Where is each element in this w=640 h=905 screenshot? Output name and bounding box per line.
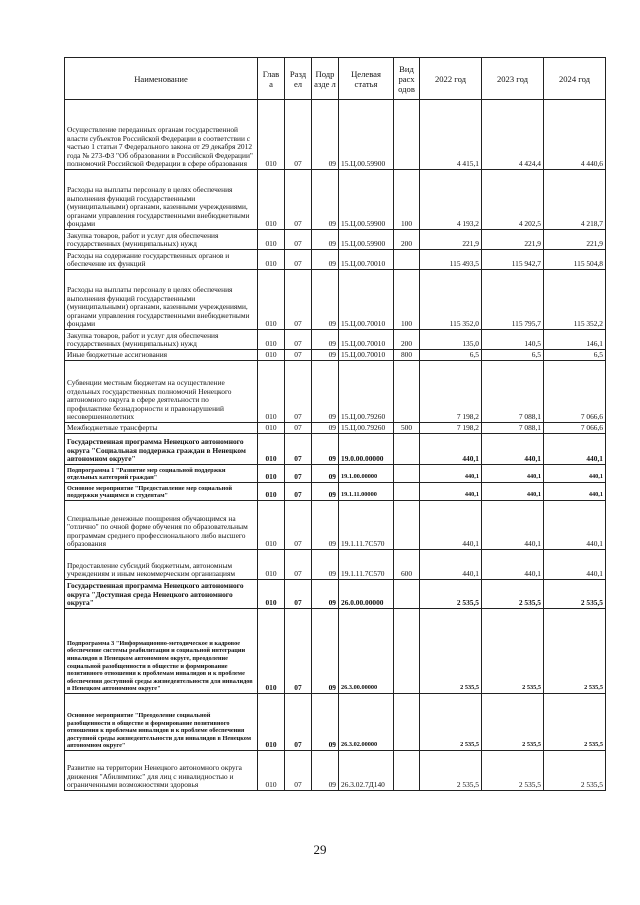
row-chapter: 010 [258,609,285,694]
row-section: 07 [285,580,312,609]
row-value-2022: 4 193,2 [420,170,482,230]
row-subsection: 09 [312,423,339,434]
row-value-2023: 440,1 [482,550,544,580]
row-name: Закупка товаров, работ и услуг для обеспечения государственных (муниципальных) нужд [65,230,258,250]
row-chapter: 010 [258,330,285,350]
row-subsection: 09 [312,330,339,350]
row-value-2024: 115 504,8 [544,250,606,270]
table-row [65,270,606,330]
row-subsection: 09 [312,434,339,465]
header-subsection: Подр азде л [312,58,339,100]
table-row [65,423,606,434]
row-value-2022: 4 415,1 [420,100,482,170]
row-value-2022: 7 198,2 [420,361,482,423]
row-section: 07 [285,434,312,465]
table-row [65,250,606,270]
row-value-2024: 2 535,5 [544,694,606,751]
row-subsection: 09 [312,270,339,330]
table-header-row [65,58,606,100]
header-target: Целевая статья [339,58,394,100]
header-2022: 2022 год [420,58,482,100]
row-value-2024: 2 535,5 [544,580,606,609]
table-row [65,361,606,423]
row-value-2024: 221,9 [544,230,606,250]
row-section: 07 [285,465,312,483]
row-target: 15.Ц.00.59900 [339,100,394,170]
table-row [65,465,606,483]
row-section: 07 [285,350,312,361]
row-value-2022: 115 352,0 [420,270,482,330]
row-name: Предоставление субсидий бюджетным, автономным учреждениям и иным некоммерческим организациям [65,550,258,580]
row-value-2024: 440,1 [544,550,606,580]
row-section: 07 [285,694,312,751]
row-subsection: 09 [312,751,339,791]
row-value-2024: 115 352,2 [544,270,606,330]
row-section: 07 [285,330,312,350]
row-expense [394,609,420,694]
row-name: Основное мероприятие "Преодоление социальной разобщенности в обществе и формирование позитивного отношения к проблемам инвалидов и к проблеме обеспечения доступной среды жизнедеятельности для инвалидов в Ненецком автономном округе" [65,694,258,751]
row-target: 15.Ц.00.70010 [339,270,394,330]
row-chapter: 010 [258,694,285,751]
row-name: Государственная программа Ненецкого автономного округа "Социальная поддержка граждан в Ненецком автономном округе" [65,434,258,465]
table-row [65,434,606,465]
row-name: Осуществление переданных органам государственной власти субъектов Российской Федерации в соответствии с частью 1 статьи 7 Федерального закона от 29 декабря 2012 года № 273-ФЗ "Об образовании в Российской Федерации" полномочий Российской Федерации в сфере образования [65,100,258,170]
row-target: 26.3.02.7Д140 [339,751,394,791]
row-expense [394,250,420,270]
row-subsection: 09 [312,550,339,580]
row-name: Субвенции местным бюджетам на осуществление отдельных государственных полномочий Ненецкого автономного округа в сфере деятельности по профилактике безнадзорности и правонарушений несовершеннолетних [65,361,258,423]
header-2023: 2023 год [482,58,544,100]
row-subsection: 09 [312,483,339,501]
row-chapter: 010 [258,751,285,791]
row-value-2022: 440,1 [420,434,482,465]
row-chapter: 010 [258,170,285,230]
row-expense [394,694,420,751]
row-target: 26.3.02.00000 [339,694,394,751]
row-value-2022: 135,0 [420,330,482,350]
row-value-2023: 440,1 [482,483,544,501]
row-value-2023: 2 535,5 [482,580,544,609]
row-subsection: 09 [312,465,339,483]
row-target: 26.3.00.00000 [339,609,394,694]
row-value-2022: 2 535,5 [420,694,482,751]
row-name: Развитие на территории Ненецкого автономного округа движения "Абилимпикс" для лиц с инвалидностью и ограниченными возможностями здоровья [65,751,258,791]
row-value-2024: 6,5 [544,350,606,361]
row-value-2023: 115 795,7 [482,270,544,330]
row-expense [394,483,420,501]
header-expense: Вид расх одов [394,58,420,100]
row-value-2024: 440,1 [544,483,606,501]
row-value-2022: 440,1 [420,465,482,483]
row-value-2022: 2 535,5 [420,580,482,609]
row-section: 07 [285,250,312,270]
row-subsection: 09 [312,609,339,694]
row-value-2022: 440,1 [420,483,482,501]
row-value-2023: 7 088,1 [482,361,544,423]
row-expense [394,434,420,465]
row-chapter: 010 [258,361,285,423]
row-value-2022: 221,9 [420,230,482,250]
row-chapter: 010 [258,550,285,580]
table-row [65,100,606,170]
row-section: 07 [285,170,312,230]
header-2024: 2024 год [544,58,606,100]
row-expense [394,751,420,791]
row-target: 15.Ц.00.79260 [339,423,394,434]
row-value-2023: 221,9 [482,230,544,250]
row-value-2023: 7 088,1 [482,423,544,434]
table-row [65,550,606,580]
row-target: 19.1.11.7С570 [339,501,394,550]
row-target: 15.Ц.00.79260 [339,361,394,423]
row-value-2024: 440,1 [544,434,606,465]
row-target: 19.0.00.00000 [339,434,394,465]
row-subsection: 09 [312,694,339,751]
row-chapter: 010 [258,580,285,609]
row-chapter: 010 [258,434,285,465]
header-name: Наименование [65,58,258,100]
row-subsection: 09 [312,350,339,361]
row-chapter: 010 [258,483,285,501]
row-value-2022: 2 535,5 [420,609,482,694]
row-expense [394,465,420,483]
row-value-2023: 2 535,5 [482,751,544,791]
row-target: 15.Ц.00.59900 [339,230,394,250]
row-name: Расходы на выплаты персоналу в целях обеспечения выполнения функций государственными (муниципальными) органами, казенными учреждениями, органами управления государственными внебюджетными фондами [65,170,258,230]
row-subsection: 09 [312,100,339,170]
row-section: 07 [285,230,312,250]
row-name: Закупка товаров, работ и услуг для обеспечения государственных (муниципальных) нужд [65,330,258,350]
row-value-2023: 115 942,7 [482,250,544,270]
row-target: 19.1.00.00000 [339,465,394,483]
row-value-2024: 4 218,7 [544,170,606,230]
row-target: 15.Ц.00.59900 [339,170,394,230]
row-subsection: 09 [312,501,339,550]
row-value-2023: 440,1 [482,434,544,465]
row-expense: 800 [394,350,420,361]
row-subsection: 09 [312,361,339,423]
row-value-2022: 115 493,5 [420,250,482,270]
row-chapter: 010 [258,270,285,330]
row-value-2024: 146,1 [544,330,606,350]
row-target: 15.Ц.00.70010 [339,350,394,361]
row-value-2023: 6,5 [482,350,544,361]
row-target: 19.1.11.00000 [339,483,394,501]
row-expense: 200 [394,330,420,350]
row-name: Иные бюджетные ассигнования [65,350,258,361]
row-value-2024: 7 066,6 [544,423,606,434]
budget-table [64,57,606,791]
row-value-2024: 4 440,6 [544,100,606,170]
row-value-2022: 6,5 [420,350,482,361]
row-value-2022: 2 535,5 [420,751,482,791]
row-name: Основное мероприятие "Предоставление мер социальной поддержки учащимся и студентам" [65,483,258,501]
row-value-2023: 440,1 [482,501,544,550]
row-expense: 100 [394,170,420,230]
row-section: 07 [285,423,312,434]
row-expense: 200 [394,230,420,250]
table-row [65,501,606,550]
row-name: Государственная программа Ненецкого автономного округа "Доступная среда Ненецкого автономного округа" [65,580,258,609]
row-expense: 500 [394,423,420,434]
row-value-2023: 140,5 [482,330,544,350]
row-name: Расходы на выплаты персоналу в целях обеспечения выполнения функций государственными (муниципальными) органами, казенными учреждениями, органами управления государственными внебюджетными фондами [65,270,258,330]
table-row [65,350,606,361]
row-value-2024: 2 535,5 [544,751,606,791]
row-value-2022: 440,1 [420,550,482,580]
row-value-2024: 7 066,6 [544,361,606,423]
row-chapter: 010 [258,250,285,270]
row-value-2023: 4 424,4 [482,100,544,170]
row-name: Подпрограмма 3 "Информационно-методическое и кадровое обеспечение системы реабилитации и социальной интеграции инвалидов в Ненецком автономном округе, преодоление социальной разобщенности в обществе и формирование позитивного отношения к проблемам инвалидов и к проблеме обеспечения доступной среды жизнедеятельности для инвалидов в Ненецком автономном округе" [65,609,258,694]
row-subsection: 09 [312,230,339,250]
row-expense [394,580,420,609]
row-expense [394,361,420,423]
row-chapter: 010 [258,423,285,434]
row-value-2023: 2 535,5 [482,694,544,751]
row-name: Расходы на содержание государственных органов и обеспечение их функций [65,250,258,270]
row-value-2024: 440,1 [544,501,606,550]
row-section: 07 [285,609,312,694]
row-chapter: 010 [258,501,285,550]
row-value-2023: 4 202,5 [482,170,544,230]
table-row [65,170,606,230]
row-expense [394,501,420,550]
row-value-2022: 7 198,2 [420,423,482,434]
row-target: 19.1.11.7С570 [339,550,394,580]
row-section: 07 [285,550,312,580]
row-value-2022: 440,1 [420,501,482,550]
row-chapter: 010 [258,100,285,170]
row-section: 07 [285,501,312,550]
row-subsection: 09 [312,170,339,230]
row-target: 15.Ц.00.70010 [339,330,394,350]
table-row [65,580,606,609]
row-subsection: 09 [312,580,339,609]
row-chapter: 010 [258,465,285,483]
page-number: 29 [313,842,327,857]
row-name: Межбюджетные трансферты [65,423,258,434]
row-expense [394,100,420,170]
row-section: 07 [285,483,312,501]
row-value-2023: 440,1 [482,465,544,483]
row-name: Специальные денежные поощрения обучающимся на "отлично" по очной форме обучения по образовательным программам среднего профессионального либо высшего образования [65,501,258,550]
table-row [65,751,606,791]
row-chapter: 010 [258,230,285,250]
table-row [65,609,606,694]
row-name: Подпрограмма 1 "Развитие мер социальной поддержки отдельных категорий граждан" [65,465,258,483]
table-row [65,483,606,501]
row-section: 07 [285,100,312,170]
row-value-2024: 2 535,5 [544,609,606,694]
row-expense: 100 [394,270,420,330]
row-target: 26.0.00.00000 [339,580,394,609]
row-subsection: 09 [312,250,339,270]
row-target: 15.Ц.00.70010 [339,250,394,270]
row-section: 07 [285,751,312,791]
row-chapter: 010 [258,350,285,361]
table-row [65,230,606,250]
row-section: 07 [285,270,312,330]
row-expense: 600 [394,550,420,580]
header-chapter: Глав а [258,58,285,100]
row-value-2023: 2 535,5 [482,609,544,694]
row-section: 07 [285,361,312,423]
table-row [65,330,606,350]
table-row [65,694,606,751]
row-value-2024: 440,1 [544,465,606,483]
header-section: Разд ел [285,58,312,100]
